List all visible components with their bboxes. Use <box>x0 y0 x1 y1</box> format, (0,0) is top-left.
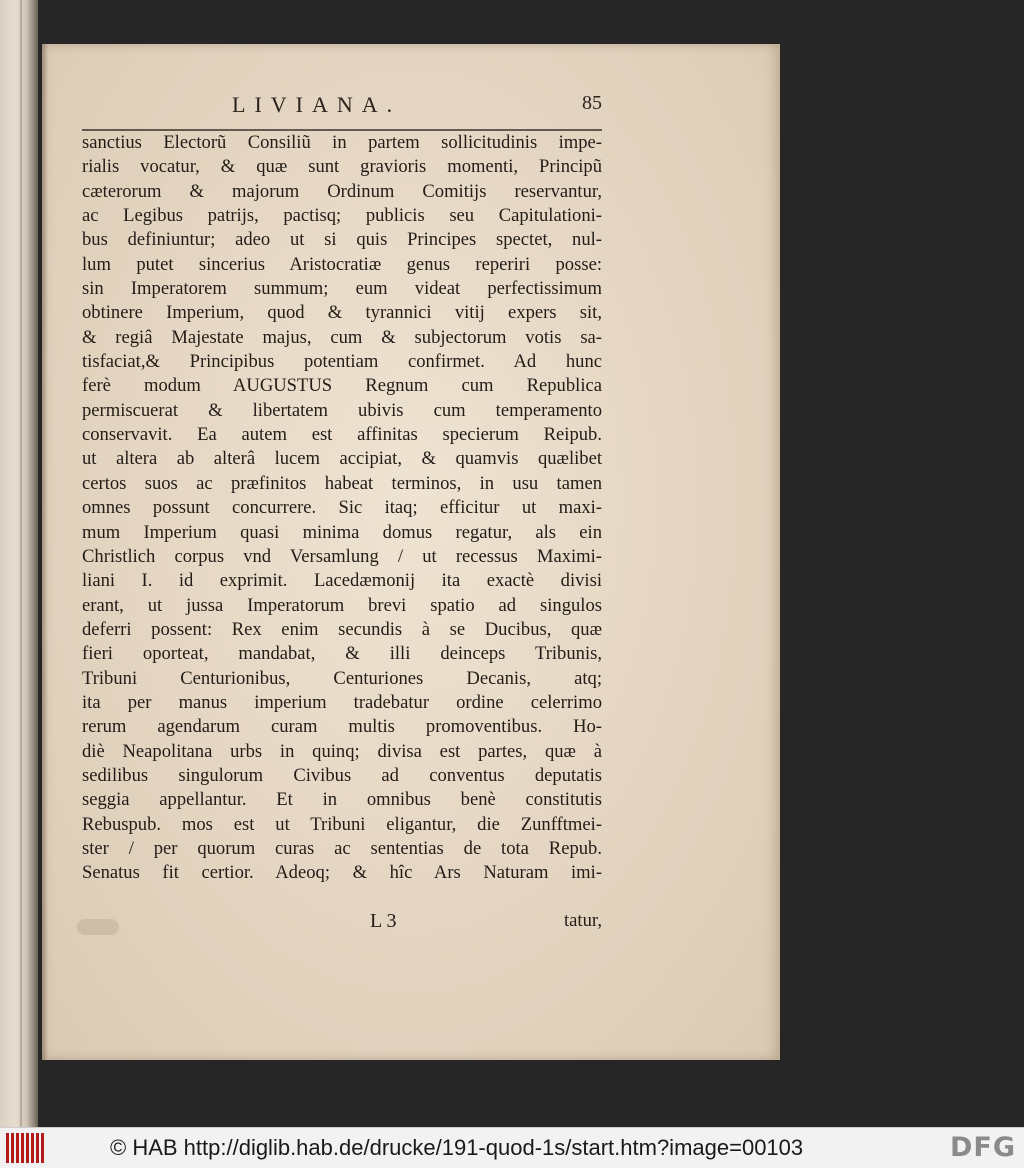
text-line: liani I. id exprimit. Lacedæmonij ita exactè divisi <box>82 570 602 592</box>
text-line: rerum agendarum curam multis promoventibus. Ho- <box>82 716 602 738</box>
text-line: omnes possunt concurrere. Sic itaq; efficitur ut maxi- <box>82 497 602 519</box>
text-line: seggia appellantur. Et in omnibus benè constitutis <box>82 789 602 811</box>
catchword: tatur, <box>564 910 602 931</box>
text-line: obtinere Imperium, quod & tyrannici vitij expers sit, <box>82 302 602 324</box>
text-line: bus definiuntur; adeo ut si quis Principes spectet, nul- <box>82 229 602 251</box>
book-page <box>42 44 780 1060</box>
text-line: Rebuspub. mos est ut Tribuni eligantur, die Zunfftmei- <box>82 813 602 835</box>
text-line: fieri oporteat, mandabat, & illi deinceps Tribunis, <box>82 643 602 665</box>
viewer-footer <box>0 1127 1024 1168</box>
text-line: certos suos ac præfinitos habeat terminos, in usu tamen <box>82 472 602 494</box>
barcode-icon <box>6 1133 46 1163</box>
text-line: sanctius Electorũ Consiliũ in partem sollicitudinis impe- <box>82 132 602 153</box>
running-head: LIVIANA. <box>232 92 402 117</box>
text-line: Senatus fit certior. Adeoq; & hîc Ars Naturam imi- <box>82 862 602 884</box>
text-line: ita per manus imperium tradebatur ordine celerrimo <box>82 691 602 713</box>
text-line: ut altera ab alterâ lucem accipiat, & quamvis quælibet <box>82 448 602 470</box>
text-line: Christlich corpus vnd Versamlung / ut recessus Maximi- <box>82 545 602 567</box>
signature-mark: L 3 <box>370 910 397 932</box>
text-line: diè Neapolitana urbs in quinq; divisa est partes, quæ à <box>82 740 602 762</box>
text-line: Tribuni Centurionibus, Centuriones Decanis, atq; <box>82 667 602 689</box>
body-text <box>82 131 602 886</box>
text-line: lum putet sincerius Aristocratiæ genus reperiri posse: <box>82 253 602 275</box>
text-line: ferè modum AUGUSTUS Regnum cum Republica <box>82 375 602 397</box>
text-line: & regiâ Majestate majus, cum & subjectorum votis sa- <box>82 326 602 348</box>
text-line: rialis vocatur, & quæ sunt gravioris momenti, Principũ <box>82 156 602 178</box>
page-number: 85 <box>582 92 602 114</box>
text-line: mum Imperium quasi minima domus regatur, als ein <box>82 521 602 543</box>
text-line: sedilibus singulorum Civibus ad conventus deputatis <box>82 764 602 786</box>
text-line: ster / per quorum curas ac sententias de tota Repub. <box>82 837 602 859</box>
text-line: ac Legibus patrijs, pactisq; publicis seu Capitulationi- <box>82 205 602 227</box>
page-footer <box>82 910 602 936</box>
text-line: sin Imperatorem summum; eum videat perfectissimum <box>82 278 602 300</box>
dfg-logo: DFG <box>949 1132 1016 1163</box>
text-line: conservavit. Ea autem est affinitas specierum Reipub. <box>82 424 602 446</box>
copyright-link[interactable]: © HAB http://diglib.hab.de/drucke/191-quod-1s/start.htm?image=00103 <box>110 1135 804 1160</box>
text-line: erant, ut jussa Imperatorum brevi spatio ad singulos <box>82 594 602 616</box>
text-line: tisfaciat,& Principibus potentiam confirmet. Ad hunc <box>82 351 602 373</box>
previous-page-edge <box>0 0 38 1127</box>
text-line: deferri possent: Rex enim secundis à se Ducibus, quæ <box>82 618 602 640</box>
page-header <box>232 92 602 124</box>
text-line: permiscuerat & libertatem ubivis cum temperamento <box>82 399 602 421</box>
text-line: cæterorum & majorum Ordinum Comitijs reservantur, <box>82 180 602 202</box>
